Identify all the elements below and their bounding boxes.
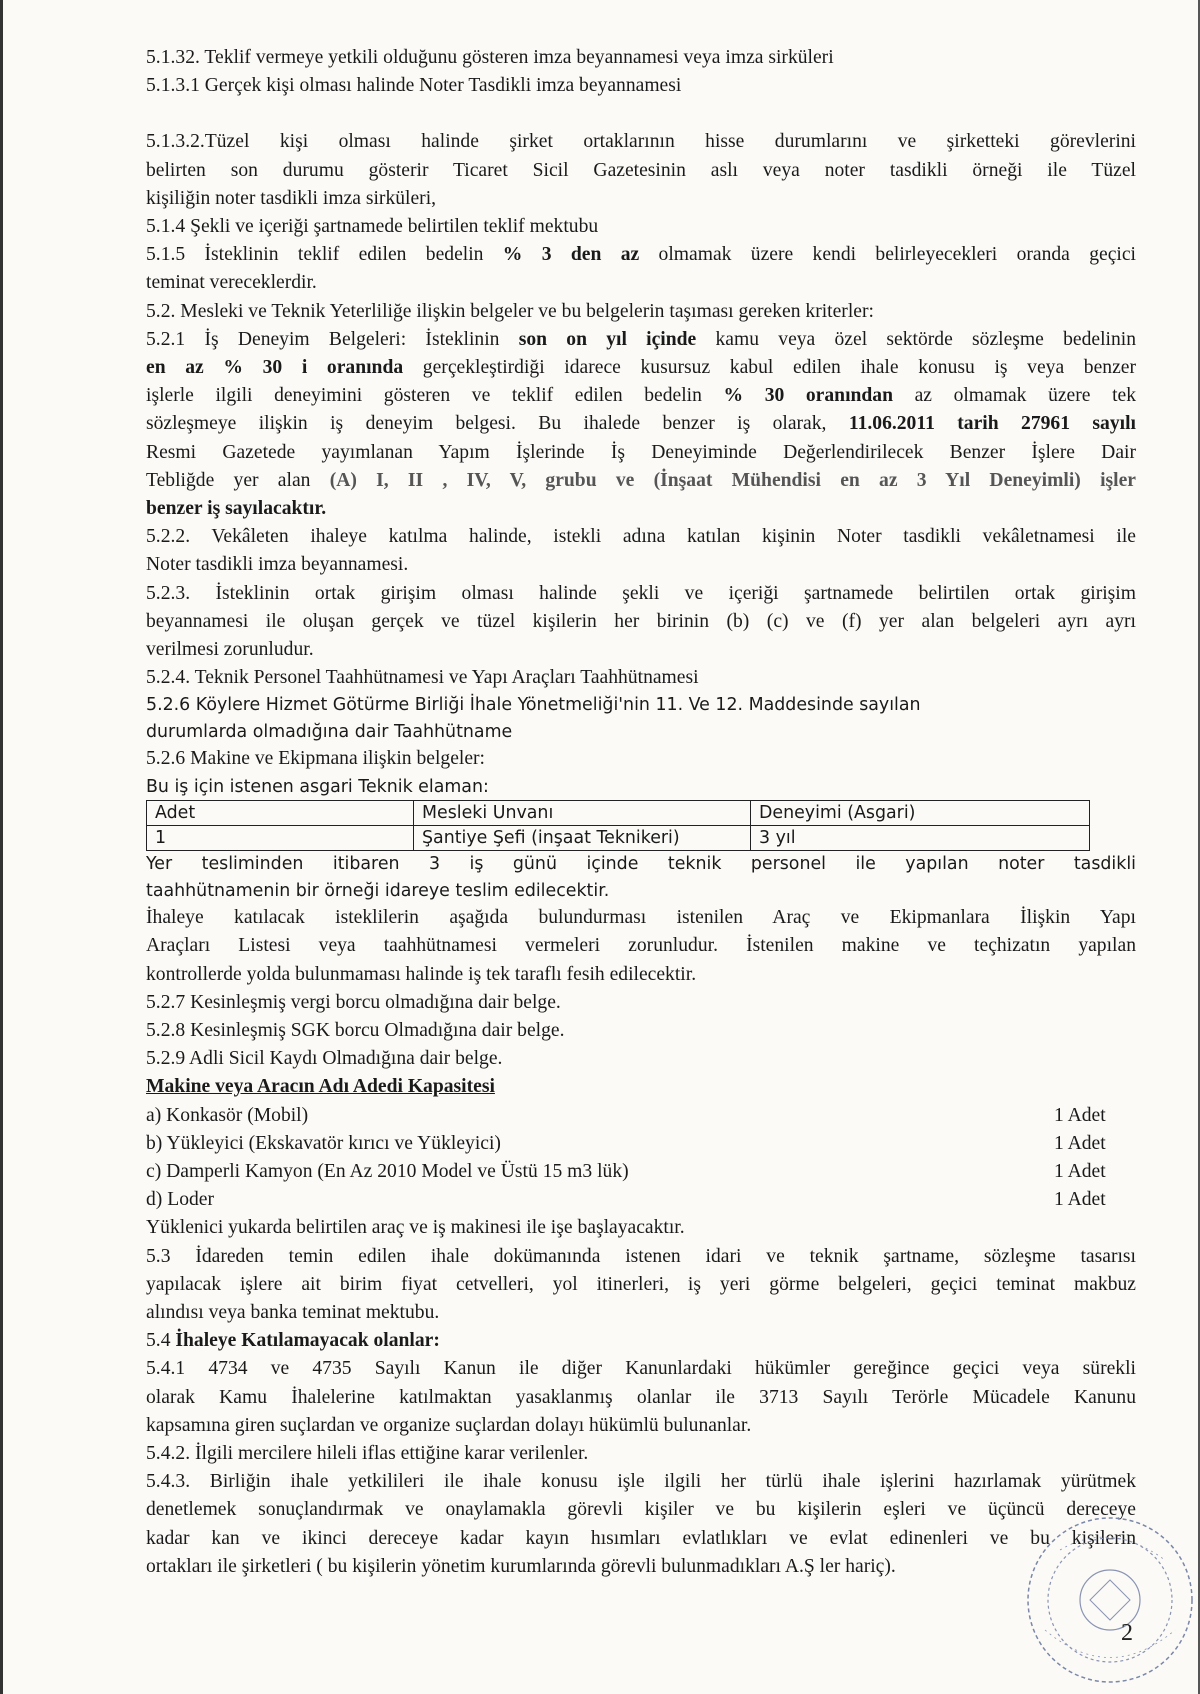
paragraph-5-2-4: 5.2.4. Teknik Personel Taahhütnamesi ve Yapı Araçları Taahhütnamesi: [146, 667, 699, 689]
machine-name: b) Yükleyici (Ekskavatör kırıcı ve Yükleyici): [146, 1132, 501, 1154]
paragraph-5-3-line3: alındısı veya banka teminat mektubu.: [146, 1302, 440, 1324]
paragraph-5-1-3-2-line3: kişiliğin noter tasdikli imza sirküleri,: [146, 187, 437, 209]
paragraph-5-3-line2: yapılacak işlere ait birim fiyat cetvelleri, yol itinerleri, iş yeri görme belgeleri, geçici teminat makbuz: [146, 1273, 1136, 1295]
blank-line: [146, 100, 1136, 128]
table-header-cell: Adet: [147, 801, 414, 826]
scan-edge-left: [0, 0, 3, 1694]
paragraph-5-4-3-line1: 5.4.3. Birliğin ihale yetkilileri ile ihale konusu işle ilgili her türlü ihale işlerini hazırlamak yürütmek: [146, 1471, 1136, 1493]
contractor-note: Yüklenici yukarda belirtilen araç ve iş makinesi ile işe başlayacaktır.: [146, 1217, 685, 1239]
paragraph-5-4-3-line3: kadar kan ve ikinci dereceye kadar kayın hısımları evlatlıkları ve evlat edinenleri ve bu kişilerin: [146, 1527, 1136, 1549]
paragraph-5-2-2-line1: 5.2.2. Vekâleten ihaleye katılma halinde, istekli adına katılan kişinin Noter tasdikli vekâletnamesi ile: [146, 526, 1136, 548]
paragraph-5-2-6-line1: 5.2.6 Köylere Hizmet Götürme Birliği İhale Yönetmeliği'nin 11. Ve 12. Maddesinde sayılan: [146, 695, 921, 716]
paragraph-5-4-3-line4: ortakları ile şirketleri ( bu kişilerin yönetim kurumlarında görevli bulunmadıkları A.Ş ler hariç).: [146, 1555, 896, 1577]
paragraph-5-1-3-1: 5.1.3.1 Gerçek kişi olması halinde Noter Tasdikli imza beyannamesi: [146, 75, 682, 97]
machine-name: c) Damperli Kamyon (En Az 2010 Model ve Üstü 15 m3 lük): [146, 1161, 629, 1182]
table-header-row: [147, 801, 1090, 826]
list-item: [146, 1102, 1136, 1130]
paragraph-5-2-6-machines: 5.2.6 Makine ve Ekipmana ilişkin belgeler:: [146, 748, 485, 770]
equipment-note-line2: Araçları Listesi veya taahhütnamesi vermeleri zorunludur. İstenilen makine ve teçhizatın yapılan: [146, 935, 1136, 957]
paragraph-5-2-1-line4: sözleşmeye ilişkin iş deneyim belgesi. Bu ihalede benzer iş olarak, 11.06.2011 tarih 27961 sayılı: [146, 413, 1136, 435]
machine-list-heading: Makine veya Aracın Adı Adedi Kapasitesi: [146, 1076, 495, 1098]
official-seal-stamp: [1000, 1500, 1200, 1694]
paragraph-5-4-1-line2: olarak Kamu İhalelerine katılmaktan yasaklanmış olanlar ile 3713 Sayılı Terörle Mücadele Kanunu: [146, 1386, 1136, 1408]
paragraph-5-2-6-line2: durumlarda olmadığına dair Taahhütname: [146, 721, 513, 742]
paragraph-5-2-3-line1: 5.2.3. İsteklinin ortak girişim olması halinde şekli ve içeriği şartnamede belirtilen ortak girişim: [146, 582, 1136, 604]
paragraph-5-4-1-line1: 5.4.1 4734 ve 4735 Sayılı Kanun ile diğer Kanunlardaki hükümler gereğince geçici veya sürekli: [146, 1358, 1136, 1380]
equipment-note-line3: kontrollerde yolda bulunmaması halinde iş tek taraflı fesih edilecektir.: [146, 963, 697, 985]
paragraph-5-1-4: 5.1.4 Şekli ve içeriği şartnamede belirtilen teklif mektubu: [146, 216, 599, 238]
paragraph-5-2-3-line3: verilmesi zorunludur.: [146, 639, 314, 661]
list-item: [146, 1186, 1136, 1214]
document-body: [146, 44, 1136, 1581]
list-item: [146, 1158, 1136, 1186]
machine-name: a) Konkasör (Mobil): [146, 1104, 309, 1126]
staff-intro: Bu iş için istenen asgari Teknik elaman:: [146, 776, 489, 797]
machine-qty: 1 Adet: [1054, 1132, 1106, 1154]
machine-qty: 1 Adet: [1054, 1161, 1106, 1182]
paragraph-5-3-line1: 5.3 İdareden temin edilen ihale dokümanında istenen idari ve teknik şartname, sözleşme tasarısı: [146, 1245, 1136, 1267]
page-number: 2: [1121, 1620, 1133, 1646]
paragraph-5-1-3-2-line2: belirten son durumu gösterir Ticaret Sicil Gazetesinin aslı veya noter tasdikli örneği ile Tüzel: [146, 159, 1136, 181]
paragraph-5-1-32: 5.1.32. Teklif vermeye yetkili olduğunu gösteren imza beyannamesi veya imza sirküleri: [146, 47, 834, 68]
table-cell: 3 yıl: [751, 826, 1090, 851]
table-cell: 1: [147, 826, 414, 851]
staff-table: [146, 800, 1090, 851]
table-header-cell: Deneyimi (Asgari): [751, 801, 1090, 826]
paragraph-5-1-5-line2: teminat vereceklerdir.: [146, 272, 317, 294]
paragraph-5-2: 5.2. Mesleki ve Teknik Yeterliliğe ilişkin belgeler ve bu belgelerin taşıması gereken kriterler:: [146, 300, 874, 322]
machine-qty: 1 Adet: [1054, 1104, 1106, 1126]
paragraph-5-4-heading: 5.4 İhaleye Katılamayacak olanlar:: [146, 1330, 440, 1352]
machine-qty: 1 Adet: [1054, 1189, 1106, 1211]
paragraph-5-4-2: 5.4.2. İlgili mercilere hileli iflas ettiğine karar verilenler.: [146, 1443, 589, 1465]
paragraph-5-1-3-2-line1: 5.1.3.2.Tüzel kişi olması halinde şirket ortaklarının hisse durumlarını ve şirketteki görevlerini: [146, 131, 1136, 153]
paragraph-5-2-8: 5.2.8 Kesinleşmiş SGK borcu Olmadığına dair belge.: [146, 1019, 565, 1041]
paragraph-5-2-1-line5: Resmi Gazetede yayımlanan Yapım İşlerinde İş Deneyiminde Değerlendirilecek Benzer İşlere Dair: [146, 441, 1136, 463]
table-cell: Şantiye Şefi (inşaat Teknikeri): [414, 826, 751, 851]
paragraph-5-2-3-line2: beyannamesi ile oluşan gerçek ve tüzel kişilerin her birinin (b) (c) ve (f) yer alan belgeleri ayrı ayrı: [146, 610, 1136, 632]
paragraph-5-4-1-line3: kapsamına giren suçlardan ve organize suçlardan dolayı hükümlü bulunanlar.: [146, 1414, 752, 1436]
paragraph-5-2-1-line3: işlerle ilgili deneyimini gösteren ve teklif edilen bedelin % 30 oranından az olmamak üzere tek: [146, 385, 1137, 407]
paragraph-5-2-1-line1: 5.2.1 İş Deneyim Belgeleri: İsteklinin son on yıl içinde kamu veya özel sektörde sözleşme bedelinin: [146, 328, 1137, 350]
paragraph-5-2-2-line2: Noter tasdikli imza beyannamesi.: [146, 554, 409, 576]
paragraph-5-2-1-line7: benzer iş sayılacaktır.: [146, 498, 327, 520]
equipment-note-line1: İhaleye katılacak isteklilerin aşağıda bulundurması istenilen Araç ve Ekipmanlara İlişkin Yapı: [146, 907, 1136, 929]
paragraph-5-4-3-line2: denetlemek sonuçlandırmak ve onaylamakla görevli kişiler ve bu kişilerin eşleri ve üçüncü dereceye: [146, 1499, 1136, 1521]
list-item: [146, 1130, 1136, 1158]
paragraph-5-2-7: 5.2.7 Kesinleşmiş vergi borcu olmadığına dair belge.: [146, 991, 561, 1013]
machine-name: d) Loder: [146, 1189, 215, 1211]
table-row: [147, 826, 1090, 851]
paragraph-5-2-1-line6: Tebliğde yer alan (A) I, II , IV, V, grubu ve (İnşaat Mühendisi en az 3 Yıl Deneyimli) işler: [146, 469, 1136, 491]
delivery-note-line1: Yer tesliminden itibaren 3 iş günü içinde teknik personel ile yapılan noter tasdikli: [146, 854, 1136, 875]
paragraph-5-2-1-line2: en az % 30 i oranında gerçekleştirdiği idarece kusursuz kabul edilen ihale konusu iş veya benzer: [146, 357, 1137, 379]
table-header-cell: Mesleki Unvanı: [414, 801, 751, 826]
paragraph-5-2-9: 5.2.9 Adli Sicil Kaydı Olmadığına dair belge.: [146, 1048, 503, 1070]
paragraph-5-1-5-line1: 5.1.5 İsteklinin teklif edilen bedelin % 3 den az olmamak üzere kendi belirleyecekleri oranda geçici: [146, 244, 1136, 266]
delivery-note-line2: taahhütnamenin bir örneği idareye teslim edilecektir.: [146, 880, 610, 901]
